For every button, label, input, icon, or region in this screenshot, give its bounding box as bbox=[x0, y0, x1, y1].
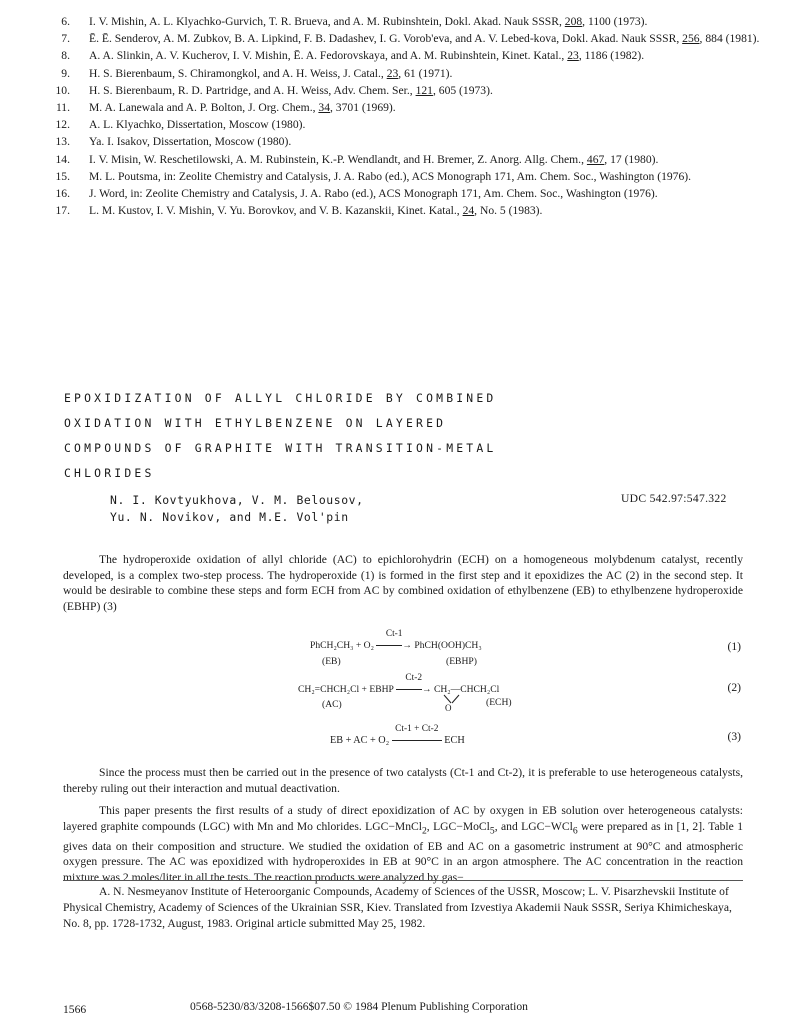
reference-part: H. S. Bierenbaum, S. Chiramongkol, and A. H. Weiss, J. Catal., bbox=[89, 66, 387, 80]
reference-number: 9. bbox=[61, 66, 70, 80]
reference-text bbox=[89, 48, 760, 64]
page-number: 1566 bbox=[63, 1003, 87, 1016]
reference-part: L. M. Kustov, I. V. Mishin, V. Yu. Borovkov, and V. B. Kazanskii, Kinet. Katal., bbox=[89, 204, 463, 218]
reference-number: 12. bbox=[55, 118, 70, 132]
reference-text bbox=[89, 100, 760, 116]
udc-code: UDC 542.97:547.322 bbox=[621, 492, 727, 505]
reference-part: , 884 (1981). bbox=[699, 32, 760, 46]
article-title bbox=[64, 386, 496, 486]
reference-number: 6. bbox=[61, 15, 70, 28]
reference-item bbox=[40, 31, 760, 47]
arrow-icon bbox=[376, 645, 402, 646]
reference-text bbox=[89, 14, 760, 30]
eq1-left: PhCH₂CH₃ + O₂ bbox=[310, 640, 374, 651]
title-line: EPOXIDIZATION OF ALLYL CHLORIDE BY COMBINED bbox=[64, 391, 497, 405]
affiliation-footnote: A. N. Nesmeyanov Institute of Heteroorganic Compounds, Academy of Sciences of the USSR, Moscow; L. V. Pisarzhevskii Institute of Physical Chemistry, Academy of Sciences of the Ukrainian SSR, Kiev. Translated from Izvestiya Akademii Nauk SSSR, Seriya Khimicheskaya, No. 8, pp. 1728-1732, August, 1983. Original article submitted May 25, 1982. bbox=[63, 885, 732, 930]
reference-item bbox=[40, 117, 760, 133]
reference-volume: 24 bbox=[462, 204, 475, 218]
reference-part: A. A. Slinkin, A. V. Kucherov, I. V. Mishin, Ē. A. Fedorovskaya, and A. M. Rubinshtein, Kinet. Katal., bbox=[89, 49, 568, 63]
eq2-right: CH₂—CHCH₂Cl bbox=[433, 684, 500, 695]
authors-line: N. I. Kovtyukhova, V. M. Belousov, bbox=[110, 493, 364, 507]
reference-text bbox=[89, 169, 760, 185]
eq1-label-right: (EBHP) bbox=[446, 656, 477, 667]
reference-item bbox=[40, 169, 760, 185]
authors bbox=[110, 492, 364, 526]
reference-volume: 121 bbox=[415, 83, 433, 97]
reference-part: , 3701 (1969). bbox=[330, 101, 396, 115]
reference-item bbox=[40, 100, 760, 116]
reference-item bbox=[40, 83, 760, 99]
eq1-number: (1) bbox=[727, 640, 741, 653]
reference-part: , No. 5 (1983). bbox=[474, 204, 543, 218]
reference-text bbox=[89, 31, 760, 47]
reference-volume: 467 bbox=[586, 152, 605, 166]
reference-number: 16. bbox=[55, 187, 70, 201]
title-line: CHLORIDES bbox=[64, 466, 155, 480]
eq1-right: PhCH(OOH)CH₃ bbox=[414, 640, 482, 651]
reference-text bbox=[89, 83, 760, 99]
reference-part: M. A. Lanewala and A. P. Bolton, J. Org. Chem., bbox=[89, 101, 319, 115]
title-line: OXIDATION WITH ETHYLBENZENE ON LAYERED bbox=[64, 416, 447, 430]
authors-line: Yu. N. Novikov, and M.E. Vol'pin bbox=[110, 510, 349, 524]
eq2-oxygen: O bbox=[445, 703, 452, 713]
reference-part: , 605 (1973). bbox=[432, 83, 493, 97]
reference-item bbox=[40, 186, 760, 202]
equation-3 bbox=[330, 724, 465, 746]
reference-part: , 1100 (1973). bbox=[582, 15, 648, 28]
reference-text bbox=[89, 152, 760, 168]
reference-text bbox=[89, 117, 760, 133]
paragraph-catalysts: Since the process must then be carried out in the presence of two catalysts (Ct-1 and Ct-2), it is preferable to use heterogeneous catalysts, thereby ruling out their interaction and mutual deactivation. bbox=[63, 766, 743, 795]
reference-number: 10. bbox=[55, 83, 70, 97]
eq2-left: CH₂=CHCH₂Cl + EBHP bbox=[298, 684, 394, 695]
reference-number: 14. bbox=[55, 152, 70, 166]
reference-part: H. S. Bierenbaum, R. D. Partridge, and A. H. Weiss, Adv. Chem. Ser., bbox=[89, 83, 416, 97]
eq3-number: (3) bbox=[727, 730, 741, 743]
reference-part: M. L. Poutsma, in: Zeolite Chemistry and Catalysis, J. A. Rabo (ed.), ACS Monograph 171, Am. Chem. Soc., Washington (1976). bbox=[89, 169, 692, 183]
reference-list bbox=[40, 14, 760, 220]
reference-item bbox=[40, 48, 760, 64]
arrow-icon bbox=[396, 689, 422, 690]
reference-text bbox=[89, 66, 760, 82]
eq1-catalyst: Ct-1 bbox=[385, 629, 403, 639]
equation-1: PhCH₂CH₃ + O₂ Ct-1 → PhCH(OOH)CH₃ bbox=[310, 629, 482, 651]
reference-volume: 23 bbox=[567, 49, 579, 63]
reference-number: 15. bbox=[55, 169, 70, 183]
reference-number: 13. bbox=[55, 135, 70, 149]
reference-volume: 208 bbox=[564, 15, 583, 28]
eq2-number: (2) bbox=[727, 681, 741, 694]
reference-text bbox=[89, 203, 760, 219]
reference-volume: 23 bbox=[386, 66, 399, 80]
eq1-label-left: (EB) bbox=[322, 656, 341, 667]
reference-item bbox=[40, 134, 760, 150]
reference-number: 7. bbox=[61, 32, 70, 46]
reference-volume: 34 bbox=[318, 101, 330, 115]
eq3-left: EB + AC + O₂ bbox=[330, 735, 390, 746]
title-line: COMPOUNDS OF GRAPHITE WITH TRANSITION-METAL bbox=[64, 441, 497, 455]
reference-part: Ya. I. Isakov, Dissertation, Moscow (1980). bbox=[89, 135, 292, 149]
reference-part: I. V. Mishin, A. L. Klyachko-Gurvich, T. R. Brueva, and A. M. Rubinshtein, Dokl. Akad. Nauk SSSR, bbox=[89, 15, 565, 28]
copyright-line: 0568-5230/83/3208-1566$07.50 © 1984 Plenum Publishing Corporation bbox=[190, 1000, 528, 1013]
reference-part: A. L. Klyachko, Dissertation, Moscow (1980). bbox=[89, 118, 306, 132]
reference-number: 17. bbox=[55, 204, 70, 218]
eq3-catalyst: Ct-1 + Ct-2 bbox=[395, 724, 439, 734]
reference-item bbox=[40, 152, 760, 168]
paragraph-intro: The hydroperoxide oxidation of allyl chloride (AC) to epichlorohydrin (ECH) on a homogeneous molybdenum catalyst, recently developed, is a complex two-step process. The hydroperoxide (1) is formed in the first step and it epoxidizes the AC (2) in the second step. It would be desirable to combine these steps and form ECH from AC by combined oxidation of ethylbenzene (EB) to ethylbenzene hydroperoxide (EBHP) (3) bbox=[63, 553, 743, 614]
arrow-icon bbox=[392, 740, 442, 741]
reference-part: , 1186 (1982). bbox=[578, 49, 645, 63]
equation-2: CH₂=CHCH₂Cl + EBHP Ct-2 → CH₂—CHCH₂Cl bbox=[298, 673, 500, 695]
reference-part: I. V. Misin, W. Reschetilowski, A. M. Rubinstein, K.-P. Wendlandt, and H. Bremer, Z. Anorg. Allg. Chem., bbox=[89, 152, 587, 166]
reference-item bbox=[40, 14, 760, 30]
reference-part: J. Word, in: Zeolite Chemistry and Catalysis, J. A. Rabo (ed.), ACS Monograph 171, Am. Chem. Soc., Washington (1976). bbox=[89, 187, 658, 201]
reference-text bbox=[89, 186, 760, 202]
footnote-divider bbox=[63, 880, 743, 881]
eq2-catalyst: Ct-2 bbox=[405, 673, 423, 683]
eq2-label-left: (AC) bbox=[322, 699, 342, 710]
reference-part: Ē. Ē. Senderov, A. M. Zubkov, B. A. Lipkind, F. B. Dadashev, I. G. Vorob'eva, and A. V. Lebed-kova, Dokl. Akad. Nauk SSSR, bbox=[89, 32, 683, 46]
reference-number: 11. bbox=[55, 101, 70, 115]
reference-part: , 61 (1971). bbox=[398, 66, 453, 80]
reference-volume: 256 bbox=[682, 32, 700, 46]
reference-part: , 17 (1980). bbox=[604, 152, 659, 166]
paragraph-study: This paper presents the first results of a study of direct epoxidization of AC by oxygen in EB solution over heterogeneous catalysts: layered graphite compounds (LGC) with Mn and Mo chlorides. LGC−MnCl$_2$, LGC−MoCl$_5$, and LGC−WCl$_6$ were prepared as in [1, 2]. Table 1 gives data on their composition and structure. We studied the oxidation of EB and AC on a gasometric instrument at 90°C and atmospheric oxygen pressure. The AC was epoxidized with hydroperoxides in EB at 90°C in an argon atmosphere. The AC concentration in the reaction mixture was 2 moles/liter in all the tests. The reaction products were analyzed by gas− bbox=[63, 804, 743, 885]
eq3-right: ECH bbox=[444, 735, 465, 746]
reference-text bbox=[89, 134, 760, 150]
reference-item bbox=[40, 203, 760, 219]
reference-number: 8. bbox=[61, 49, 70, 63]
eq2-label-right: (ECH) bbox=[486, 697, 512, 708]
reference-item bbox=[40, 66, 760, 82]
